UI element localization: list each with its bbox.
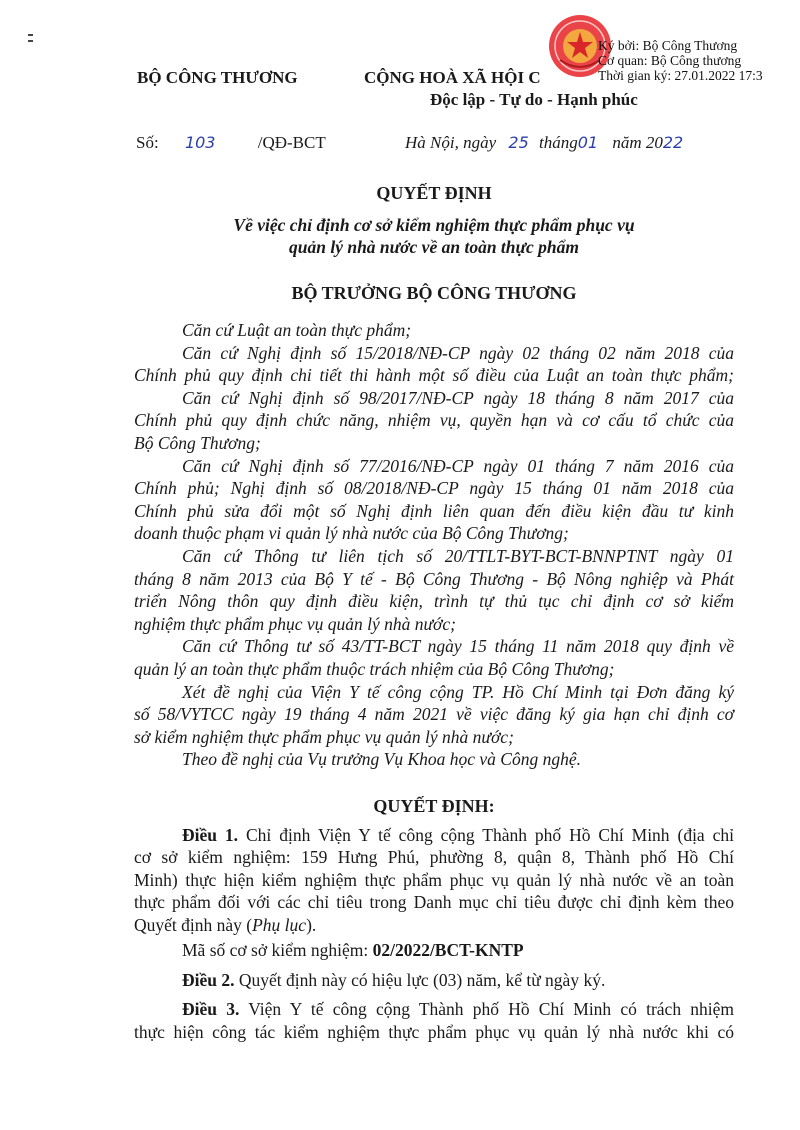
number-handwritten: 103: [184, 133, 216, 152]
month-handwritten: 01: [577, 133, 599, 152]
signature-time: Thời gian ký: 27.01.2022 17:3: [598, 68, 763, 83]
article-3-label: Điều 3.: [182, 999, 240, 1019]
document-number: [136, 133, 326, 153]
decision-subject-line-1: Về việc chỉ định cơ sở kiểm nghiệm thực phẩm phục vụ: [233, 215, 635, 235]
scan-speck: [28, 34, 33, 36]
article-1: Điều 1. Chỉ định Viện Y tế công cộng Thành phố Hồ Chí Minh (địa chỉ cơ sở kiểm nghiệm: 159 Hưng Phú, phường 8, quận 8, Thành phố Hồ Chí Minh) thực hiện kiểm nghiệm thực phẩm phục vụ quản lý nhà nước về an toàn thực phẩm đối với các chỉ tiêu trong Danh mục chỉ tiêu được chỉ định kèm theo Quyết định này (Phụ lục).: [134, 825, 735, 935]
signature-signer: Ký bởi: Bộ Công Thương: [598, 38, 738, 53]
decision-heading: QUYẾT ĐỊNH:: [373, 796, 495, 816]
date-place: Hà Nội, ngày: [405, 133, 497, 152]
preamble-clause-4: Căn cứ Nghị định số 77/2016/NĐ-CP ngày 01 tháng 7 năm 2016 của Chính phủ; Nghị định số 08/2018/NĐ-CP ngày 15 tháng 01 năm 2018 của Chính phủ sửa đổi một số Nghị định liên quan đến điều kiện đầu tư kinh doanh thuộc phạm vi quản lý nhà nước của Bộ Công Thương;: [134, 455, 734, 544]
preamble: [134, 319, 734, 771]
preamble-clause-2: Căn cứ Nghị định số 15/2018/NĐ-CP ngày 02 tháng 02 năm 2018 của Chính phủ quy định chi tiết thi hành một số điều của Luật an toàn thực phẩm;: [134, 342, 734, 386]
article-1-label: Điều 1.: [182, 825, 239, 845]
article-3: Điều 3. Viện Y tế công cộng Thành phố Hồ Chí Minh có trách nhiệm thực hiện công tác kiểm nghiệm thực phẩm phục vụ quản lý nhà nước khi có: [134, 999, 735, 1042]
article-2-label: Điều 2.: [182, 970, 235, 990]
country-name: CỘNG HOÀ XÃ HỘI C: [364, 68, 541, 87]
preamble-clause-5: Căn cứ Thông tư liên tịch số 20/TTLT-BYT-BCT-BNNPTNT ngày 01 tháng 8 năm 2013 của Bộ Y tế - Bộ Công Thương - Bộ Nông nghiệp và Phát triển Nông thôn quy định điều kiện, trình tự thủ tục chỉ định cơ sở kiểm nghiệm thực phẩm phục vụ quản lý nhà nước;: [134, 545, 734, 634]
lab-code-label: Mã số cơ sở kiểm nghiệm:: [182, 940, 369, 960]
preamble-clause-3: Căn cứ Nghị định số 98/2017/NĐ-CP ngày 18 tháng 8 năm 2017 của Chính phủ quy định chức năng, nhiệm vụ, quyền hạn và cơ cấu tổ chức của Bộ Công Thương;: [134, 387, 734, 453]
preamble-clause-8: Theo đề nghị của Vụ trưởng Vụ Khoa học và Công nghệ.: [182, 749, 581, 770]
preamble-clause-1: Căn cứ Luật an toàn thực phẩm;: [182, 320, 412, 340]
preamble-clause-7: Xét đề nghị của Viện Y tế công cộng TP. Hồ Chí Minh tại Đơn đăng ký số 58/VYTCC ngày 19 tháng 4 năm 2021 về việc đăng ký gia hạn chỉ định cơ sở kiểm nghiệm thực phẩm phục vụ quản lý nhà nước;: [134, 681, 734, 747]
decision-title: QUYẾT ĐỊNH: [376, 183, 492, 203]
article-2: Điều 2. Quyết định này có hiệu lực (03) năm, kể từ ngày ký.: [182, 970, 606, 990]
day-handwritten: 25: [508, 133, 529, 152]
lab-code-line: [134, 939, 734, 962]
preamble-clause-6: Căn cứ Thông tư số 43/TT-BCT ngày 15 tháng 11 năm 2018 quy định về quản lý an toàn thực phẩm thuộc trách nhiệm của Bộ Công Thương;: [134, 636, 734, 679]
number-prefix: Số:: [136, 133, 159, 152]
national-motto: Độc lập - Tự do - Hạnh phúc: [430, 90, 638, 109]
number-suffix: /QĐ-BCT: [257, 133, 326, 152]
ministry-name: BỘ CÔNG THƯƠNG: [137, 68, 298, 87]
signature-organization: Cơ quan: Bộ Công thương: [598, 53, 742, 68]
month-label: tháng: [539, 133, 578, 152]
document-date: [405, 133, 683, 153]
year-label: năm 20: [612, 133, 663, 152]
authority-title: BỘ TRƯỞNG BỘ CÔNG THƯƠNG: [291, 283, 577, 303]
decision-subject-line-2: quản lý nhà nước về an toàn thực phẩm: [289, 237, 579, 257]
scan-speck: [28, 40, 33, 42]
lab-code-value: 02/2022/BCT-KNTP: [372, 940, 524, 960]
year-handwritten: 22: [662, 133, 684, 152]
